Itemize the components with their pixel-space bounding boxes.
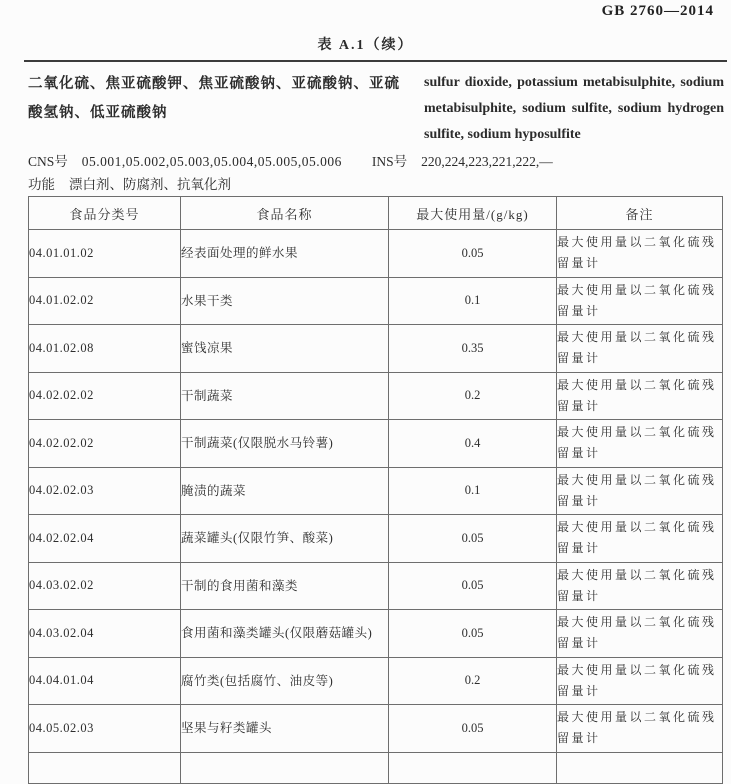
cns-label: CNS号 [28, 154, 68, 169]
food-category-code-cell: 04.02.02.04 [29, 515, 181, 563]
food-category-code-cell [29, 752, 181, 783]
food-name-cell: 经表面处理的鲜水果 [181, 230, 389, 278]
table-row [29, 562, 723, 610]
remark-cell: 最大使用量以二氧化硫残留量计 [557, 657, 723, 705]
max-usage-cell: 0.2 [389, 657, 557, 705]
food-name-cell: 蔬菜罐头(仅限竹笋、酸菜) [181, 515, 389, 563]
function-line [28, 173, 724, 193]
food-category-code-cell: 04.05.02.03 [29, 705, 181, 753]
remark-cell: 最大使用量以二氧化硫残留量计 [557, 325, 723, 373]
food-name-cell: 水果干类 [181, 277, 389, 325]
remark-cell: 最大使用量以二氧化硫残留量计 [557, 372, 723, 420]
function-label: 功能 [28, 177, 55, 192]
remark-cell: 最大使用量以二氧化硫残留量计 [557, 467, 723, 515]
remark-cell: 最大使用量以二氧化硫残留量计 [557, 515, 723, 563]
table-row [29, 420, 723, 468]
column-header-max-usage: 最大使用量/(g/kg) [389, 197, 557, 230]
max-usage-cell: 0.05 [389, 515, 557, 563]
max-usage-cell: 0.4 [389, 420, 557, 468]
table-row [29, 277, 723, 325]
standard-number: GB 2760—2014 [601, 3, 714, 19]
food-category-code-cell: 04.01.01.02 [29, 230, 181, 278]
remark-cell [557, 752, 723, 783]
food-name-cell: 蜜饯凉果 [181, 325, 389, 373]
max-usage-cell: 0.35 [389, 325, 557, 373]
table-row [29, 467, 723, 515]
table-title: 表 A.1（续） [317, 38, 414, 53]
food-name-cell: 干制的食用菌和藻类 [181, 562, 389, 610]
remark-cell: 最大使用量以二氧化硫残留量计 [557, 230, 723, 278]
remark-cell: 最大使用量以二氧化硫残留量计 [557, 562, 723, 610]
food-name-cell: 食用菌和藻类罐头(仅限蘑菇罐头) [181, 610, 389, 658]
column-header-food-category-code: 食品分类号 [29, 197, 181, 230]
food-category-code-cell: 04.03.02.02 [29, 562, 181, 610]
table-header [29, 197, 723, 230]
food-name-cell: 干制蔬菜 [181, 372, 389, 420]
remark-cell: 最大使用量以二氧化硫残留量计 [557, 277, 723, 325]
food-category-code-cell: 04.02.02.03 [29, 467, 181, 515]
table-body [29, 230, 723, 784]
max-usage-cell: 0.05 [389, 705, 557, 753]
ins-value: 220,224,223,221,222,— [421, 154, 553, 169]
table-row [29, 372, 723, 420]
cns-value: 05.001,05.002,05.003,05.004,05.005,05.006 [81, 154, 342, 169]
title-divider [24, 60, 727, 62]
food-additive-table [28, 196, 723, 784]
food-category-code-cell: 04.04.01.04 [29, 657, 181, 705]
food-name-cell [181, 752, 389, 783]
additive-names-section [28, 70, 724, 148]
table-row [29, 230, 723, 278]
remark-cell: 最大使用量以二氧化硫残留量计 [557, 610, 723, 658]
food-category-code-cell: 04.03.02.04 [29, 610, 181, 658]
max-usage-cell: 0.1 [389, 277, 557, 325]
max-usage-cell: 0.05 [389, 610, 557, 658]
max-usage-cell: 0.05 [389, 562, 557, 610]
additive-names-chinese: 二氧化硫、焦亚硫酸钾、焦亚硫酸钠、亚硫酸钠、亚硫酸氢钠、低亚硫酸钠 [28, 76, 400, 121]
cns-ins-line [28, 150, 724, 170]
food-category-code-cell: 04.01.02.08 [29, 325, 181, 373]
food-name-cell: 腌渍的蔬菜 [181, 467, 389, 515]
food-category-code-cell: 04.02.02.02 [29, 420, 181, 468]
max-usage-cell [389, 752, 557, 783]
remark-cell: 最大使用量以二氧化硫残留量计 [557, 420, 723, 468]
remark-cell: 最大使用量以二氧化硫残留量计 [557, 705, 723, 753]
table-row [29, 325, 723, 373]
table-row [29, 610, 723, 658]
function-value: 漂白剂、防腐剂、抗氧化剂 [69, 177, 231, 192]
food-name-cell: 干制蔬菜(仅限脱水马铃薯) [181, 420, 389, 468]
food-category-code-cell: 04.02.02.02 [29, 372, 181, 420]
table-row-partial [29, 752, 723, 783]
max-usage-cell: 0.2 [389, 372, 557, 420]
food-name-cell: 坚果与籽类罐头 [181, 705, 389, 753]
ins-label: INS号 [371, 154, 408, 169]
column-header-remark: 备注 [557, 197, 723, 230]
max-usage-cell: 0.05 [389, 230, 557, 278]
table-row [29, 515, 723, 563]
food-category-code-cell: 04.01.02.02 [29, 277, 181, 325]
column-header-food-name: 食品名称 [181, 197, 389, 230]
food-name-cell: 腐竹类(包括腐竹、油皮等) [181, 657, 389, 705]
additive-names-english: sulfur dioxide, potassium metabisulphite, sodium metabisulphite, sodium sulfite, sodium hydrogen sulfite, sodium hyposulfite [424, 75, 724, 142]
max-usage-cell: 0.1 [389, 467, 557, 515]
table-header-row [29, 197, 723, 230]
table-row [29, 705, 723, 753]
table-row [29, 657, 723, 705]
